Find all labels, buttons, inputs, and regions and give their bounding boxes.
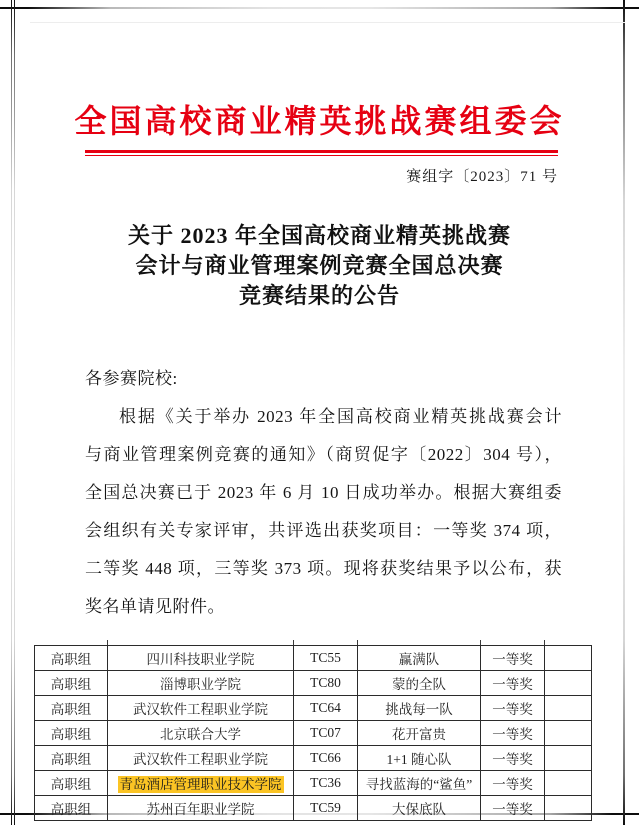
cell-group: 高职组 — [35, 746, 108, 771]
cell-college: 武汉软件工程职业学院 — [108, 746, 294, 771]
cell-note — [545, 721, 592, 746]
cell-team: 挑战每一队 — [358, 696, 481, 721]
cell-note — [545, 746, 592, 771]
cell-team: 花开富贵 — [358, 721, 481, 746]
cell-group: 高职组 — [35, 671, 108, 696]
cell-award: 一等奖 — [481, 796, 545, 821]
cell-award: 一等奖 — [481, 696, 545, 721]
notice-title-line-1: 关于 2023 年全国高校商业精英挑战赛 — [127, 223, 511, 248]
salutation: 各参赛院校: — [85, 369, 178, 388]
cell-note — [545, 696, 592, 721]
cell-group: 高职组 — [35, 721, 108, 746]
body-line: 二等奖 448 项，三等奖 373 项。现将获奖结果予以公布，获 — [85, 559, 562, 578]
cell-group: 高职组 — [35, 771, 108, 796]
highlighted-college: 青岛酒店管理职业技术学院 — [119, 777, 282, 792]
table-row — [35, 721, 592, 746]
frame-top-line — [0, 7, 639, 9]
frame-faint-inner-line — [30, 22, 625, 23]
cell-award: 一等奖 — [481, 721, 545, 746]
cell-college: 北京联合大学 — [108, 721, 294, 746]
document-number: 赛组字〔2023〕71 号 — [406, 169, 558, 185]
letterhead-rule-thin — [85, 155, 558, 156]
cell-award: 一等奖 — [481, 746, 545, 771]
cell-group: 高职组 — [35, 696, 108, 721]
notice-title-line-3: 竞赛结果的公告 — [238, 283, 400, 308]
cell-code: TC36 — [294, 771, 358, 796]
cell-note — [545, 646, 592, 671]
table-row — [35, 646, 592, 671]
cell-note — [545, 671, 592, 696]
body-line: 奖名单请见附件。 — [85, 597, 225, 616]
cell-award: 一等奖 — [481, 646, 545, 671]
organization-title: 全国高校商业精英挑战赛组委会 — [74, 103, 565, 139]
notice-title — [0, 221, 639, 311]
cell-group: 高职组 — [35, 796, 108, 821]
cell-note — [545, 796, 592, 821]
cell-team: 1+1 随心队 — [358, 746, 481, 771]
body-line: 与商业管理案例竞赛的通知》（商贸促字〔2022〕304 号）， — [85, 445, 562, 464]
table-row — [35, 671, 592, 696]
notice-title-line-2: 会计与商业管理案例竞赛全国总决赛 — [135, 253, 504, 278]
table-row — [35, 746, 592, 771]
cell-award: 一等奖 — [481, 771, 545, 796]
cell-team: 蒙的全队 — [358, 671, 481, 696]
table-row — [35, 696, 592, 721]
cell-college: 淄博职业学院 — [108, 671, 294, 696]
cell-college — [108, 771, 294, 796]
body-line: 会组织有关专家评审，共评选出获奖项目：一等奖 374 项， — [85, 521, 562, 540]
cell-award: 一等奖 — [481, 671, 545, 696]
cell-team: 赢满队 — [358, 646, 481, 671]
awards-table — [34, 645, 592, 821]
cell-team: 大保底队 — [358, 796, 481, 821]
cell-code: TC59 — [294, 796, 358, 821]
cell-code: TC64 — [294, 696, 358, 721]
cell-code: TC80 — [294, 671, 358, 696]
body-line: 全国总决赛已于 2023 年 6 月 10 日成功举办。根据大赛组委 — [85, 483, 562, 502]
notice-body — [85, 360, 562, 626]
cell-note — [545, 771, 592, 796]
cell-code: TC66 — [294, 746, 358, 771]
cell-college: 四川科技职业学院 — [108, 646, 294, 671]
body-line: 根据《关于举办 2023 年全国高校商业精英挑战赛会计 — [119, 407, 562, 426]
cell-college: 武汉软件工程职业学院 — [108, 696, 294, 721]
table-row — [35, 796, 592, 821]
table-row — [35, 771, 592, 796]
cell-college: 苏州百年职业学院 — [108, 796, 294, 821]
cell-team: 寻找蓝海的“鲨鱼” — [358, 771, 481, 796]
letterhead-rule — [85, 150, 558, 156]
cell-code: TC55 — [294, 646, 358, 671]
cell-group: 高职组 — [35, 646, 108, 671]
cell-code: TC07 — [294, 721, 358, 746]
